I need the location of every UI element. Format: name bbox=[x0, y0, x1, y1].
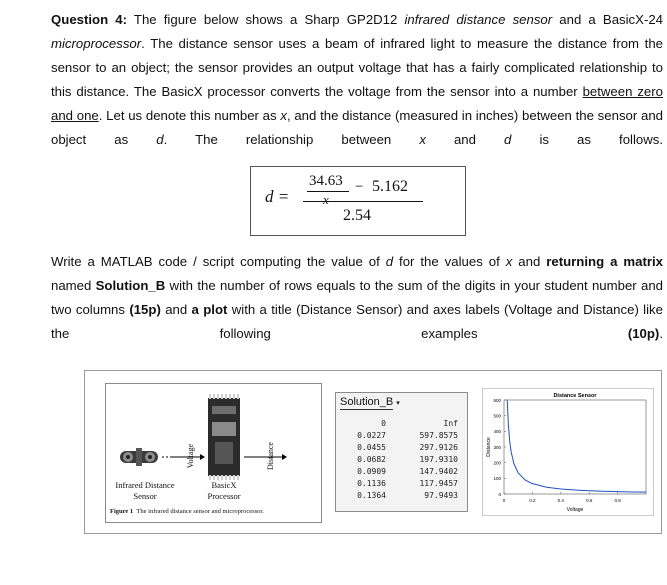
question-paragraph bbox=[51, 8, 663, 152]
text-span: and bbox=[425, 132, 505, 147]
figure-caption bbox=[110, 508, 264, 515]
ir-sensor-icon bbox=[120, 448, 158, 466]
text-span: . The distance sensor uses a beam of infrared light to measure the distance from the sensor to an object; the sensor provides an output voltage that has a fairly complicated relationship to this distance. The BasicX processor converts the voltage from the sensor into a number bbox=[51, 36, 663, 99]
bold-text: returning a matrix bbox=[546, 254, 663, 269]
text-span: and bbox=[160, 302, 192, 317]
sensor-label-line2: Sensor bbox=[133, 491, 157, 501]
plot-ytick-label: 300 bbox=[493, 444, 501, 450]
figure-caption-prefix: Figure 1 bbox=[110, 508, 134, 515]
arrow-head-icon bbox=[200, 454, 205, 460]
dropdown-icon: ▾ bbox=[396, 400, 400, 407]
table-cell-d: Inf bbox=[443, 419, 458, 428]
formula-x: x bbox=[323, 192, 329, 207]
text-span: . The relationship between bbox=[163, 132, 420, 147]
var-d: d bbox=[504, 132, 512, 147]
plot-ylabel: Distance bbox=[486, 437, 492, 457]
formula-lhs: d = bbox=[265, 187, 290, 206]
text-span: infrared distance sensor bbox=[404, 12, 553, 27]
table-cell-d: 297.9126 bbox=[419, 443, 458, 452]
underlined-text: between zero and one bbox=[51, 84, 663, 123]
formula-box bbox=[250, 166, 466, 236]
plot-ytick-label: 0 bbox=[498, 491, 501, 497]
table-cell-x: 0 bbox=[381, 419, 386, 428]
table-title: Solution_B bbox=[340, 396, 394, 408]
text-span: named bbox=[51, 278, 96, 293]
table-cell-d: 147.9402 bbox=[419, 467, 458, 476]
plot-svg bbox=[482, 388, 654, 516]
table-cell-x: 0.1364 bbox=[357, 491, 386, 500]
table-cell-d: 597.8575 bbox=[419, 431, 458, 440]
text-span: . Let us denote this number as bbox=[98, 108, 281, 123]
var-x: x bbox=[419, 132, 426, 147]
table-header bbox=[340, 396, 400, 408]
table-cell-d: 197.9310 bbox=[419, 455, 458, 464]
bold-text: a plot bbox=[191, 302, 228, 317]
arrow-head-icon bbox=[282, 454, 287, 460]
formula-numerator: 34.63 bbox=[309, 173, 343, 189]
distance-label: Distance bbox=[266, 442, 275, 470]
text-span: microprocessor bbox=[51, 36, 142, 51]
table-cell-d: 97.9493 bbox=[424, 491, 458, 500]
text-span: and a BasicX-24 bbox=[552, 12, 664, 27]
table-cell-x: 0.1136 bbox=[357, 479, 386, 488]
text-span: and bbox=[512, 254, 547, 269]
var-d: d bbox=[385, 254, 394, 269]
question-label: Question 4: bbox=[51, 12, 128, 27]
plot-xlabel: Voltage bbox=[566, 507, 584, 513]
table-cell-d: 117.9457 bbox=[419, 479, 458, 488]
var-d: d bbox=[156, 132, 164, 147]
sensor-label-line1: Infrared Distance bbox=[115, 480, 175, 490]
text-span: with the number of rows equals to the sum of the digits in your student number and two columns bbox=[51, 278, 663, 317]
var-x: x bbox=[280, 108, 287, 123]
plot-ytick-label: 200 bbox=[493, 460, 501, 466]
plot-xtick-label: 0 bbox=[502, 498, 506, 503]
processor-caption bbox=[194, 480, 254, 502]
text-span: for the values of bbox=[393, 254, 506, 269]
text-span: with a title (Distance Sensor) and axes labels (Voltage and Distance) like the following examples bbox=[51, 302, 663, 341]
figure-caption-text: The infrared distance sensor and microprocessor. bbox=[136, 508, 264, 515]
solution-table bbox=[335, 392, 468, 512]
task-paragraph bbox=[51, 250, 663, 346]
sensor-caption bbox=[110, 480, 180, 502]
table-cell-x: 0.0909 bbox=[357, 467, 386, 476]
voltage-label: Voltage bbox=[186, 444, 195, 469]
formula-constant: 5.162 bbox=[372, 178, 408, 195]
text-span: The figure below shows a Sharp GP2D12 bbox=[127, 12, 405, 27]
text-span: is as follows. bbox=[511, 132, 664, 147]
text-span: , and the distance (measured in inches) between the sensor and object as bbox=[51, 108, 664, 147]
text-span: . bbox=[659, 326, 663, 341]
matrix-name: Solution_B bbox=[95, 278, 166, 293]
points-15: (15p) bbox=[129, 302, 161, 317]
distance-plot bbox=[482, 388, 654, 516]
var-x: x bbox=[505, 254, 513, 269]
plot-xtick-label: 0.2 bbox=[529, 498, 536, 503]
plot-title: Distance Sensor bbox=[553, 393, 597, 399]
formula-minus: − bbox=[355, 179, 364, 195]
processor-label-line1: BasicX bbox=[211, 480, 237, 490]
plot-ytick-label: 500 bbox=[493, 413, 501, 419]
table-cell-x: 0.0227 bbox=[357, 431, 386, 440]
plot-ytick-label: 100 bbox=[493, 476, 501, 482]
plot-ytick-label: 600 bbox=[493, 397, 501, 403]
main-fraction-bar bbox=[303, 201, 423, 202]
table-cell-x: 0.0682 bbox=[357, 455, 386, 464]
plot-xtick-label: 0.8 bbox=[614, 498, 621, 503]
plot-ytick-label: 400 bbox=[493, 429, 501, 435]
plot-xtick-label: 0.6 bbox=[586, 498, 593, 503]
formula-divisor: 2.54 bbox=[343, 207, 371, 224]
processor-label-line2: Processor bbox=[207, 491, 241, 501]
plot-xtick-label: 0.4 bbox=[557, 498, 564, 503]
points-10: (10p) bbox=[627, 326, 660, 341]
sensor-figure bbox=[105, 383, 322, 523]
text-span: Write a MATLAB code / script computing the value of bbox=[51, 254, 386, 269]
basicx-processor-icon bbox=[208, 394, 240, 480]
table-cell-x: 0.0455 bbox=[357, 443, 386, 452]
